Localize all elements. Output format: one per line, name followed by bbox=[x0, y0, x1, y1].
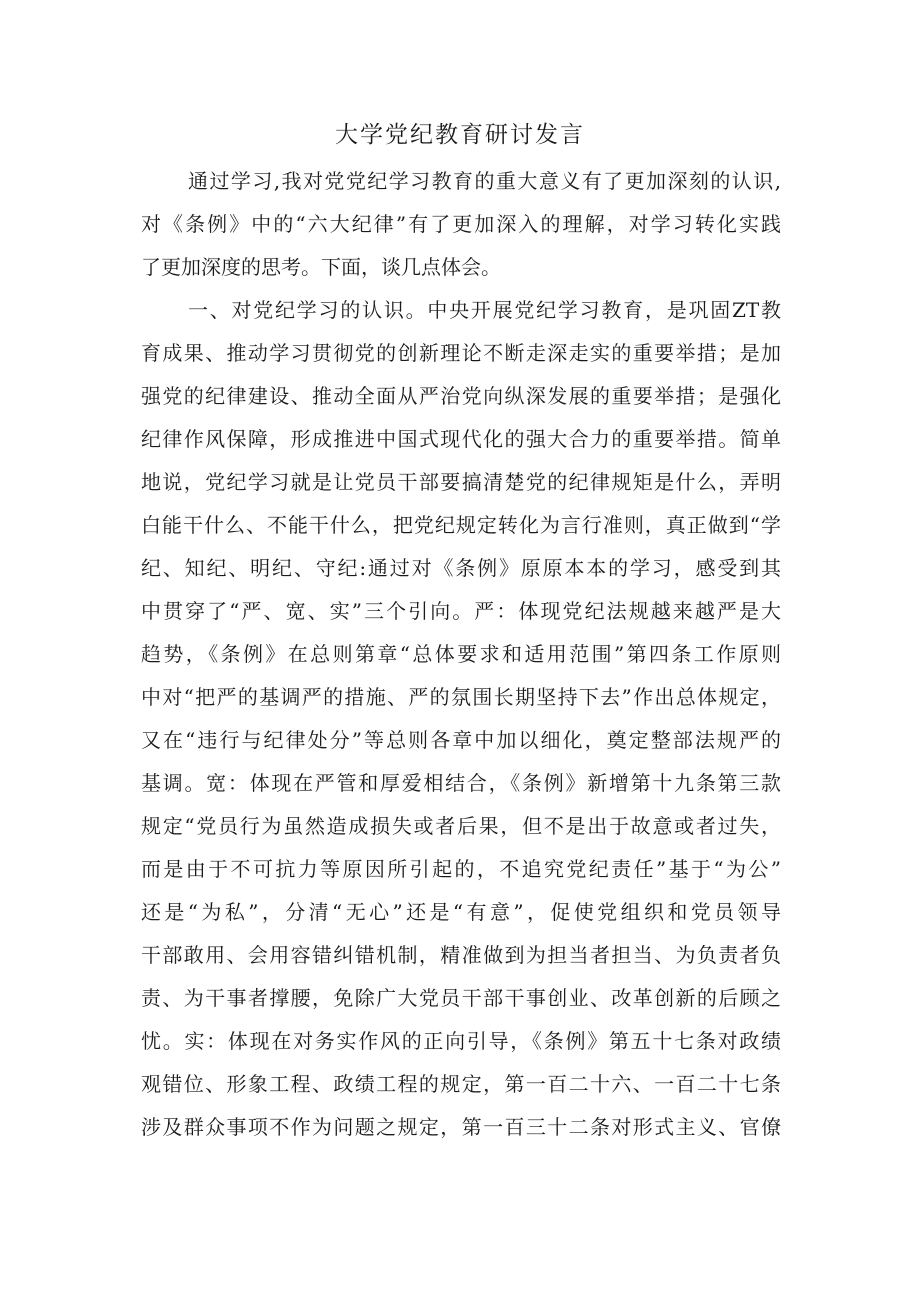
paragraph-2-line-11: 又在“违行与纪律处分”等总则各章中加以细化，奠定整部法规严的 bbox=[141, 728, 781, 752]
paragraph-2-line-16: 干部敢用、会用容错纠错机制，精准做到为担当者担当、为负责者负 bbox=[141, 943, 781, 967]
paragraph-1-line-2: 对《条例》中的“六大纪律”有了更加深入的理解，对学习转化实践 bbox=[141, 212, 781, 236]
paragraph-2-line-10: 中对“把严的基调严的措施、严的氛围长期坚持下去”作出总体规定， bbox=[141, 685, 781, 709]
paragraph-2-line-13: 规定“党员行为虽然造成损失或者后果，但不是出于故意或者过失， bbox=[141, 814, 781, 838]
paragraph-1-line-3: 了更加深度的思考。下面，谈几点体会。 bbox=[141, 255, 501, 279]
paragraph-2-line-14: 而是由于不可抗力等原因所引起的，不追究党纪责任”基于“为公” bbox=[141, 857, 781, 881]
document-title: 大学党纪教育研讨发言 bbox=[335, 122, 585, 148]
paragraph-2-line-7: 纪、知纪、明纪、守纪:通过对《条例》原原本本的学习，感受到其 bbox=[141, 556, 781, 580]
paragraph-2-line-1: 一、对党纪学习的认识。中央开展党纪学习教育，是巩固ZT教 bbox=[188, 298, 781, 322]
paragraph-2-line-6: 白能干什么、不能干什么，把党纪规定转化为言行准则，真正做到“学 bbox=[141, 513, 781, 537]
paragraph-2-line-2: 育成果、推动学习贯彻党的创新理论不断走深走实的重要举措；是加 bbox=[141, 341, 781, 365]
paragraph-2-line-12: 基调。宽：体现在严管和厚爱相结合，《条例》新增第十九条第三款 bbox=[141, 771, 781, 795]
paragraph-2-line-20: 涉及群众事项不作为问题之规定，第一百三十二条对形式主义、官僚 bbox=[141, 1115, 781, 1139]
paragraph-2-line-8: 中贯穿了“严、宽、实”三个引向。严：体现党纪法规越来越严是大 bbox=[141, 599, 781, 623]
paragraph-2-line-17: 责、为干事者撑腰，免除广大党员干部干事创业、改革创新的后顾之 bbox=[141, 986, 781, 1010]
paragraph-2-line-4: 纪律作风保障，形成推进中国式现代化的强大合力的重要举措。简单 bbox=[141, 427, 781, 451]
paragraph-2-line-19: 观错位、形象工程、政绩工程的规定，第一百二十六、一百二十七条 bbox=[141, 1072, 781, 1096]
paragraph-2-line-5: 地说，党纪学习就是让党员干部要搞清楚党的纪律规矩是什么，弄明 bbox=[141, 470, 781, 494]
paragraph-2-line-3: 强党的纪律建设、推动全面从严治党向纵深发展的重要举措；是强化 bbox=[141, 384, 781, 408]
paragraph-2-line-15: 还是“为私”，分清“无心”还是“有意”，促使党组织和党员领导 bbox=[141, 900, 781, 924]
paragraph-1-line-1: 通过学习,我对党党纪学习教育的重大意义有了更加深刻的认识, bbox=[188, 169, 781, 193]
paragraph-2-line-18: 忧。实：体现在对务实作风的正向引导，《条例》第五十七条对政绩 bbox=[141, 1029, 781, 1053]
paragraph-2-line-9: 趋势，《条例》在总则第章“总体要求和适用范围”第四条工作原则 bbox=[141, 642, 781, 666]
